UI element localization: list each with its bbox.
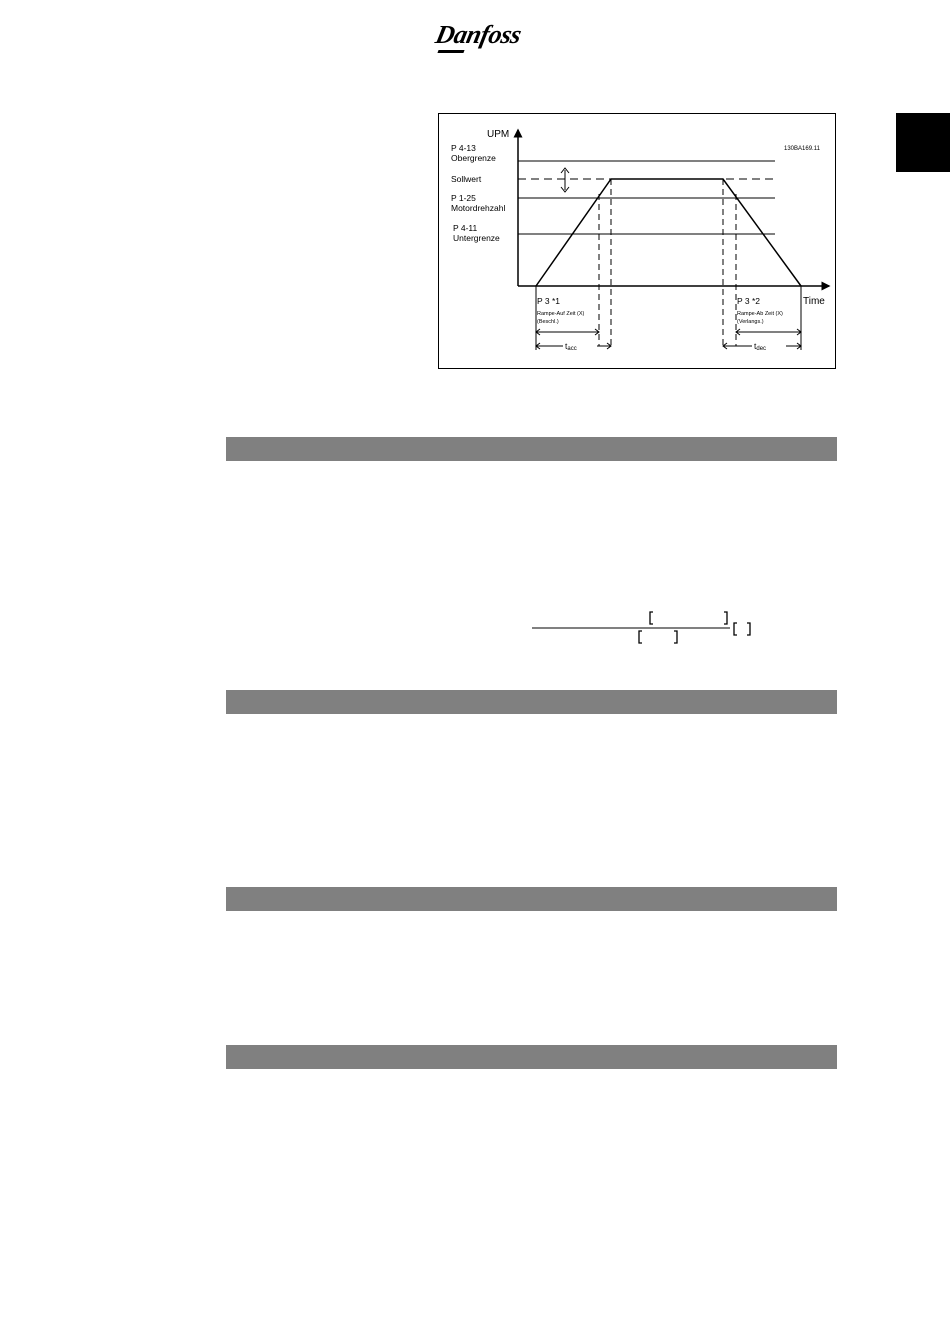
- lower-limit-param: P 4-11: [453, 223, 478, 233]
- denominator-bracket-left: [639, 631, 642, 643]
- ramp-down-note: (Verlangs.): [737, 319, 764, 325]
- logo-text: Danfoss: [433, 20, 524, 49]
- section-header-bar-2: [226, 690, 837, 714]
- lower-limit-name: Untergrenze: [453, 233, 500, 243]
- unit-bracket-left: [734, 623, 737, 635]
- numerator-bracket-right: [724, 612, 727, 624]
- upper-limit-name: Obergrenze: [451, 153, 496, 163]
- motor-speed-name: Motordrehzahl: [451, 203, 506, 213]
- upper-limit-param: P 4-13: [451, 143, 476, 153]
- logo-underline: [437, 50, 464, 53]
- x-axis-label: Time: [803, 296, 825, 307]
- tacc-label: tacc: [565, 341, 577, 352]
- ramp-diagram: [438, 113, 836, 369]
- speed-profile: [536, 179, 801, 286]
- ramp-up-param: P 3 *1: [537, 296, 561, 306]
- section-header-bar-4: [226, 1045, 837, 1069]
- motor-speed-param: P 1-25: [451, 193, 476, 203]
- section-header-bar-3: [226, 887, 837, 911]
- ramp-down-name: Rampe-Ab Zeit (X): [737, 311, 783, 317]
- figure-id-code: 130BA169.11: [784, 146, 820, 152]
- chapter-tab-marker: [896, 113, 950, 172]
- ramp-up-name: Rampe-Auf Zeit (X): [537, 311, 585, 317]
- ramp-down-param: P 3 *2: [737, 296, 761, 306]
- formula-fraction: [532, 606, 762, 646]
- setpoint-label: Sollwert: [451, 174, 482, 184]
- danfoss-logo: [433, 16, 532, 56]
- ramp-up-note: (Beschl.): [537, 319, 559, 325]
- numerator-bracket-left: [650, 612, 653, 624]
- unit-bracket-right: [747, 623, 750, 635]
- tdec-label: tdec: [754, 341, 767, 352]
- section-header-bar-1: [226, 437, 837, 461]
- ramp-diagram-svg: [439, 114, 837, 370]
- y-axis-label: UPM: [487, 129, 510, 140]
- denominator-bracket-right: [674, 631, 677, 643]
